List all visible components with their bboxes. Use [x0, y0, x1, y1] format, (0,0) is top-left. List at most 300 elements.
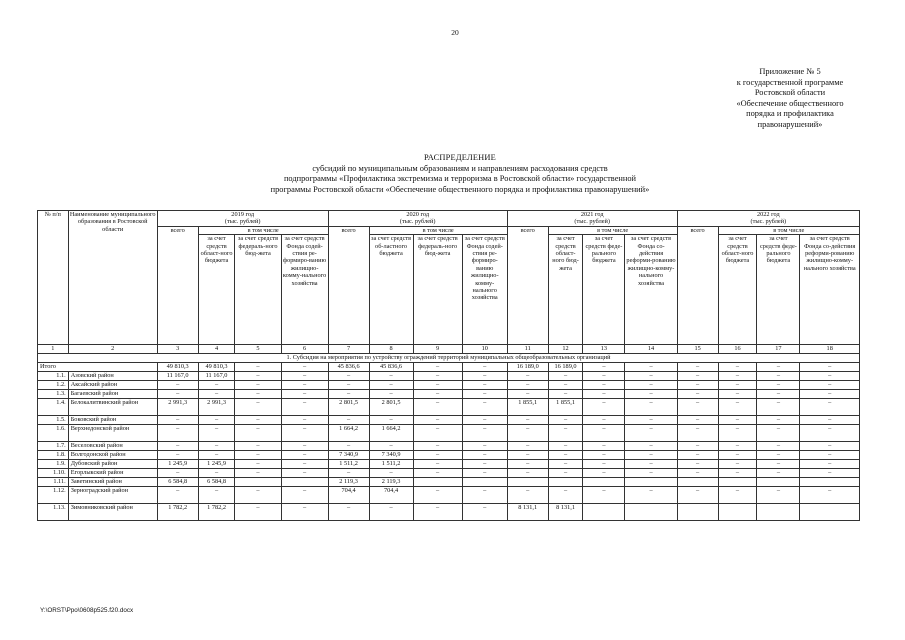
municipality-name: Егорлыкский район	[68, 469, 157, 478]
sub-header: за счет средств федераль-ного бюд-жета	[235, 235, 281, 345]
value-cell: –	[677, 442, 718, 451]
value-cell: –	[328, 504, 369, 521]
value-cell: –	[625, 425, 677, 442]
sub-header: за счет средств об-ластного бюджета	[369, 235, 413, 345]
including-header: в том числе	[369, 226, 507, 234]
value-cell: –	[718, 399, 757, 416]
table-row	[38, 451, 860, 460]
sub-header: за счет средств Фонда содей-ствия ре-формиро-ванию жилищно-комму-нального хозяйства	[462, 235, 507, 345]
value-cell: –	[548, 460, 583, 469]
value-cell: –	[413, 469, 462, 478]
value-cell: –	[625, 381, 677, 390]
value-cell: –	[462, 416, 507, 425]
table-row	[38, 399, 860, 416]
value-cell: –	[507, 487, 548, 504]
value-cell: –	[235, 390, 281, 399]
table-row	[38, 504, 860, 521]
column-number: 13	[583, 345, 625, 354]
municipality-name: Верхнедонской район	[68, 425, 157, 442]
value-cell: 2 991,3	[157, 399, 198, 416]
value-cell: 45 836,6	[328, 363, 369, 372]
value-cell: 11 167,0	[157, 372, 198, 381]
value-cell: –	[548, 469, 583, 478]
value-cell: –	[757, 469, 800, 478]
value-cell: 2 801,5	[369, 399, 413, 416]
value-cell: –	[328, 416, 369, 425]
value-cell: –	[328, 469, 369, 478]
value-cell: –	[198, 487, 235, 504]
value-cell: 1 782,2	[198, 504, 235, 521]
value-cell: –	[718, 363, 757, 372]
value-cell: –	[757, 372, 800, 381]
value-cell: –	[800, 425, 860, 442]
total-header: всего	[677, 226, 718, 344]
value-cell	[413, 478, 462, 487]
value-cell: –	[235, 399, 281, 416]
value-cell: –	[157, 451, 198, 460]
column-number: 7	[328, 345, 369, 354]
title-line: субсидий по муниципальным образованиям и направлениям расходования средств	[312, 163, 608, 173]
value-cell: –	[718, 425, 757, 442]
title-heading: РАСПРЕДЕЛЕНИЕ	[424, 153, 496, 162]
value-cell: –	[198, 390, 235, 399]
value-cell: –	[413, 416, 462, 425]
sub-header: за счет средств Фонда со-действия реформи-рованию жилищно-комму-нального хозяйства	[800, 235, 860, 345]
value-cell: –	[677, 451, 718, 460]
value-cell	[677, 504, 718, 521]
year-header-2020: 2020 год (тыс. рублей)	[328, 211, 507, 227]
value-cell: –	[625, 442, 677, 451]
sub-header: за счет средств област-ного бюджета	[718, 235, 757, 345]
value-cell: –	[281, 451, 328, 460]
total-row-label: Итого	[38, 363, 158, 372]
column-number: 18	[800, 345, 860, 354]
value-cell: –	[718, 487, 757, 504]
value-cell: –	[625, 372, 677, 381]
value-cell: –	[507, 372, 548, 381]
value-cell: –	[413, 487, 462, 504]
table-row	[38, 469, 860, 478]
value-cell: 7 340,9	[369, 451, 413, 460]
row-number: 1.5.	[38, 416, 69, 425]
including-header: в том числе	[718, 226, 859, 234]
column-number: 4	[198, 345, 235, 354]
total-header: всего	[507, 226, 548, 344]
value-cell: –	[235, 416, 281, 425]
value-cell: –	[677, 460, 718, 469]
value-cell: –	[583, 372, 625, 381]
municipality-name: Азовский район	[68, 372, 157, 381]
value-cell: –	[198, 469, 235, 478]
value-cell: –	[413, 504, 462, 521]
col-header-name: Наименование муниципального образования в Ростовской области	[68, 211, 157, 345]
value-cell: 1 245,9	[198, 460, 235, 469]
value-cell: –	[507, 416, 548, 425]
value-cell: 1 511,2	[369, 460, 413, 469]
value-cell	[757, 504, 800, 521]
value-cell: 1 782,2	[157, 504, 198, 521]
column-number: 8	[369, 345, 413, 354]
value-cell: 45 836,6	[369, 363, 413, 372]
value-cell: –	[198, 442, 235, 451]
year-header-2022: 2022 год (тыс. рублей)	[677, 211, 859, 227]
municipality-name: Багаевский район	[68, 390, 157, 399]
value-cell: 1 855,1	[507, 399, 548, 416]
value-cell: –	[281, 469, 328, 478]
value-cell: 2 801,5	[328, 399, 369, 416]
value-cell: 2 119,3	[328, 478, 369, 487]
value-cell	[583, 504, 625, 521]
appendix-line: к государственной программе	[736, 77, 844, 87]
value-cell: –	[625, 416, 677, 425]
value-cell	[718, 504, 757, 521]
value-cell: –	[757, 451, 800, 460]
table-row	[38, 487, 860, 504]
value-cell: 2 991,3	[198, 399, 235, 416]
value-cell: –	[757, 425, 800, 442]
row-number: 1.9.	[38, 460, 69, 469]
table-row	[38, 478, 860, 487]
sub-header: за счет средств Фонда содей-ствия ре-формиро-ванию жилищно-комму-нального хозяйства	[281, 235, 328, 345]
value-cell	[677, 478, 718, 487]
value-cell: –	[462, 425, 507, 442]
value-cell: –	[757, 390, 800, 399]
value-cell: –	[369, 381, 413, 390]
municipality-name: Зерноградский район	[68, 487, 157, 504]
document-title	[110, 153, 810, 195]
value-cell: –	[235, 381, 281, 390]
value-cell: –	[583, 460, 625, 469]
value-cell: –	[583, 425, 625, 442]
total-header: всего	[157, 226, 198, 344]
table-row	[38, 363, 860, 372]
row-number: 1.4.	[38, 399, 69, 416]
value-cell: –	[157, 442, 198, 451]
appendix-line: «Обеспечение общественного	[736, 98, 844, 108]
value-cell: –	[625, 469, 677, 478]
sub-header: за счет средств област-ного бюджета	[198, 235, 235, 345]
value-cell: –	[800, 399, 860, 416]
value-cell: –	[800, 390, 860, 399]
value-cell	[625, 504, 677, 521]
value-cell: 7 340,9	[328, 451, 369, 460]
table-row	[38, 416, 860, 425]
value-cell: –	[718, 442, 757, 451]
column-number: 10	[462, 345, 507, 354]
column-number: 15	[677, 345, 718, 354]
value-cell: –	[235, 469, 281, 478]
value-cell: 1 664,2	[369, 425, 413, 442]
value-cell: 8 131,1	[507, 504, 548, 521]
column-number: 17	[757, 345, 800, 354]
value-cell: –	[677, 381, 718, 390]
value-cell: –	[757, 487, 800, 504]
value-cell: 8 131,1	[548, 504, 583, 521]
value-cell: –	[718, 372, 757, 381]
column-number: 5	[235, 345, 281, 354]
value-cell: 49 810,3	[157, 363, 198, 372]
value-cell: –	[677, 399, 718, 416]
value-cell: –	[625, 399, 677, 416]
value-cell: –	[757, 460, 800, 469]
row-number: 1.10.	[38, 469, 69, 478]
municipality-name: Дубовский район	[68, 460, 157, 469]
value-cell: –	[369, 504, 413, 521]
value-cell: –	[583, 363, 625, 372]
value-cell: –	[281, 381, 328, 390]
value-cell: –	[413, 381, 462, 390]
value-cell: –	[235, 504, 281, 521]
value-cell: 704,4	[369, 487, 413, 504]
value-cell	[583, 478, 625, 487]
value-cell: –	[757, 381, 800, 390]
title-line: подпрограммы «Профилактика экстремизма и терроризма в Ростовской области» государственной	[283, 174, 637, 183]
value-cell	[281, 478, 328, 487]
value-cell	[800, 504, 860, 521]
value-cell: –	[198, 416, 235, 425]
value-cell: –	[583, 399, 625, 416]
value-cell: –	[198, 425, 235, 442]
value-cell: –	[281, 504, 328, 521]
value-cell: –	[198, 451, 235, 460]
value-cell: –	[235, 372, 281, 381]
value-cell: –	[677, 469, 718, 478]
value-cell: –	[281, 416, 328, 425]
column-number: 14	[625, 345, 677, 354]
title-line: программы Ростовской области «Обеспечение общественного порядка и профилактика правонарушений»	[270, 184, 650, 194]
value-cell: –	[369, 442, 413, 451]
value-cell: –	[328, 442, 369, 451]
value-cell: –	[281, 425, 328, 442]
table-row	[38, 372, 860, 381]
total-header: всего	[328, 226, 369, 344]
value-cell: –	[625, 451, 677, 460]
value-cell: –	[507, 381, 548, 390]
value-cell: –	[462, 487, 507, 504]
column-number: 12	[548, 345, 583, 354]
value-cell: –	[462, 460, 507, 469]
value-cell: –	[157, 416, 198, 425]
value-cell: –	[157, 381, 198, 390]
value-cell: –	[625, 390, 677, 399]
sub-header: за счет средств област-ного бюд-жета	[548, 235, 583, 345]
table-row	[38, 381, 860, 390]
value-cell: –	[462, 399, 507, 416]
value-cell: –	[718, 390, 757, 399]
appendix-line: Ростовской области	[754, 88, 826, 97]
value-cell: –	[507, 425, 548, 442]
row-number: 1.8.	[38, 451, 69, 460]
value-cell: –	[583, 487, 625, 504]
value-cell: –	[328, 390, 369, 399]
row-number: 1.13.	[38, 504, 69, 521]
value-cell: 1 245,9	[157, 460, 198, 469]
value-cell: 2 119,3	[369, 478, 413, 487]
value-cell: –	[583, 469, 625, 478]
value-cell: –	[800, 487, 860, 504]
column-number: 9	[413, 345, 462, 354]
sub-header: за счет средств федераль-ного бюд-жета	[413, 235, 462, 345]
value-cell: –	[800, 442, 860, 451]
value-cell: 1 511,2	[328, 460, 369, 469]
value-cell: –	[548, 416, 583, 425]
value-cell: –	[677, 363, 718, 372]
table-row	[38, 390, 860, 399]
value-cell: –	[369, 372, 413, 381]
value-cell: 16 189,0	[548, 363, 583, 372]
value-cell: –	[718, 451, 757, 460]
year-header-2021: 2021 год (тыс. рублей)	[507, 211, 677, 227]
value-cell: –	[198, 381, 235, 390]
value-cell: 6 584,8	[157, 478, 198, 487]
value-cell: –	[625, 363, 677, 372]
value-cell	[548, 478, 583, 487]
value-cell: –	[413, 390, 462, 399]
value-cell: –	[369, 469, 413, 478]
value-cell: –	[583, 381, 625, 390]
value-cell: –	[157, 469, 198, 478]
value-cell: 11 167,0	[198, 372, 235, 381]
value-cell: –	[413, 399, 462, 416]
section-title: 1. Субсидия на мероприятия по устройству ограждений территорий муниципальных общеобразовательных организаций	[38, 354, 860, 363]
value-cell: –	[718, 381, 757, 390]
row-number: 1.12.	[38, 487, 69, 504]
column-number: 11	[507, 345, 548, 354]
value-cell: –	[718, 416, 757, 425]
value-cell: –	[548, 425, 583, 442]
value-cell: –	[157, 390, 198, 399]
value-cell: –	[800, 363, 860, 372]
value-cell	[235, 478, 281, 487]
value-cell	[625, 478, 677, 487]
value-cell: –	[281, 460, 328, 469]
value-cell: –	[507, 390, 548, 399]
value-cell: 6 584,8	[198, 478, 235, 487]
column-number: 2	[68, 345, 157, 354]
value-cell: –	[157, 487, 198, 504]
value-cell: –	[462, 504, 507, 521]
including-header: в том числе	[198, 226, 328, 234]
value-cell: –	[328, 372, 369, 381]
value-cell: –	[800, 416, 860, 425]
value-cell: –	[800, 469, 860, 478]
row-number: 1.1.	[38, 372, 69, 381]
value-cell: –	[462, 469, 507, 478]
value-cell: –	[583, 451, 625, 460]
value-cell: –	[281, 390, 328, 399]
value-cell	[462, 478, 507, 487]
municipality-name: Белокалитвинский район	[68, 399, 157, 416]
table-row	[38, 442, 860, 451]
value-cell	[718, 478, 757, 487]
value-cell: –	[157, 425, 198, 442]
value-cell: –	[757, 363, 800, 372]
value-cell: 49 810,3	[198, 363, 235, 372]
value-cell: –	[625, 487, 677, 504]
value-cell: –	[718, 469, 757, 478]
table-row	[38, 460, 860, 469]
municipality-name: Аксайский район	[68, 381, 157, 390]
value-cell: –	[413, 425, 462, 442]
row-number: 1.7.	[38, 442, 69, 451]
value-cell	[757, 478, 800, 487]
value-cell: –	[625, 460, 677, 469]
value-cell: –	[548, 487, 583, 504]
municipality-name: Веселовский район	[68, 442, 157, 451]
row-number: 1.3.	[38, 390, 69, 399]
appendix-block	[690, 67, 890, 130]
value-cell: –	[507, 469, 548, 478]
value-cell: –	[677, 425, 718, 442]
column-number: 16	[718, 345, 757, 354]
appendix-line: Приложение № 5	[759, 67, 821, 76]
value-cell: –	[281, 372, 328, 381]
value-cell: –	[413, 363, 462, 372]
value-cell: –	[369, 390, 413, 399]
value-cell: –	[281, 363, 328, 372]
municipality-name: Волгодонской район	[68, 451, 157, 460]
sub-header: за счет средств феде-рального бюджета	[757, 235, 800, 345]
value-cell: 704,4	[328, 487, 369, 504]
including-header: в том числе	[548, 226, 677, 234]
value-cell: –	[462, 442, 507, 451]
page-number: 20	[451, 28, 459, 37]
value-cell: –	[548, 381, 583, 390]
value-cell: –	[413, 451, 462, 460]
row-number: 1.2.	[38, 381, 69, 390]
value-cell: –	[757, 399, 800, 416]
subsidy-table	[37, 210, 860, 521]
value-cell: –	[583, 390, 625, 399]
sub-header: за счет средств Фонда со-действия реформи-рованию жилищно-комму-нального хозяйства	[625, 235, 677, 345]
value-cell: –	[800, 372, 860, 381]
value-cell: –	[507, 451, 548, 460]
row-number: 1.6.	[38, 425, 69, 442]
value-cell: –	[757, 442, 800, 451]
value-cell: –	[583, 442, 625, 451]
value-cell: –	[281, 442, 328, 451]
value-cell: –	[281, 399, 328, 416]
value-cell: –	[800, 381, 860, 390]
value-cell: –	[462, 451, 507, 460]
value-cell: –	[548, 451, 583, 460]
value-cell: –	[800, 460, 860, 469]
value-cell: –	[677, 372, 718, 381]
appendix-line: порядка и профилактика	[746, 109, 834, 118]
value-cell: –	[328, 381, 369, 390]
value-cell: –	[462, 372, 507, 381]
value-cell: –	[677, 416, 718, 425]
file-path: Y:\ORST\Ppo\0608p525.f20.docx	[40, 607, 134, 614]
column-number: 6	[281, 345, 328, 354]
value-cell: –	[800, 451, 860, 460]
value-cell: –	[413, 372, 462, 381]
value-cell: –	[548, 372, 583, 381]
value-cell: –	[235, 363, 281, 372]
value-cell: –	[235, 451, 281, 460]
value-cell: –	[281, 487, 328, 504]
column-number: 1	[38, 345, 69, 354]
year-header-2019: 2019 год (тыс. рублей)	[157, 211, 328, 227]
value-cell	[507, 478, 548, 487]
value-cell: –	[548, 442, 583, 451]
municipality-name: Заветинский район	[68, 478, 157, 487]
value-cell: 16 189,0	[507, 363, 548, 372]
col-header-no: № п/п	[38, 211, 69, 345]
value-cell: –	[413, 460, 462, 469]
value-cell: –	[235, 425, 281, 442]
value-cell: –	[718, 460, 757, 469]
